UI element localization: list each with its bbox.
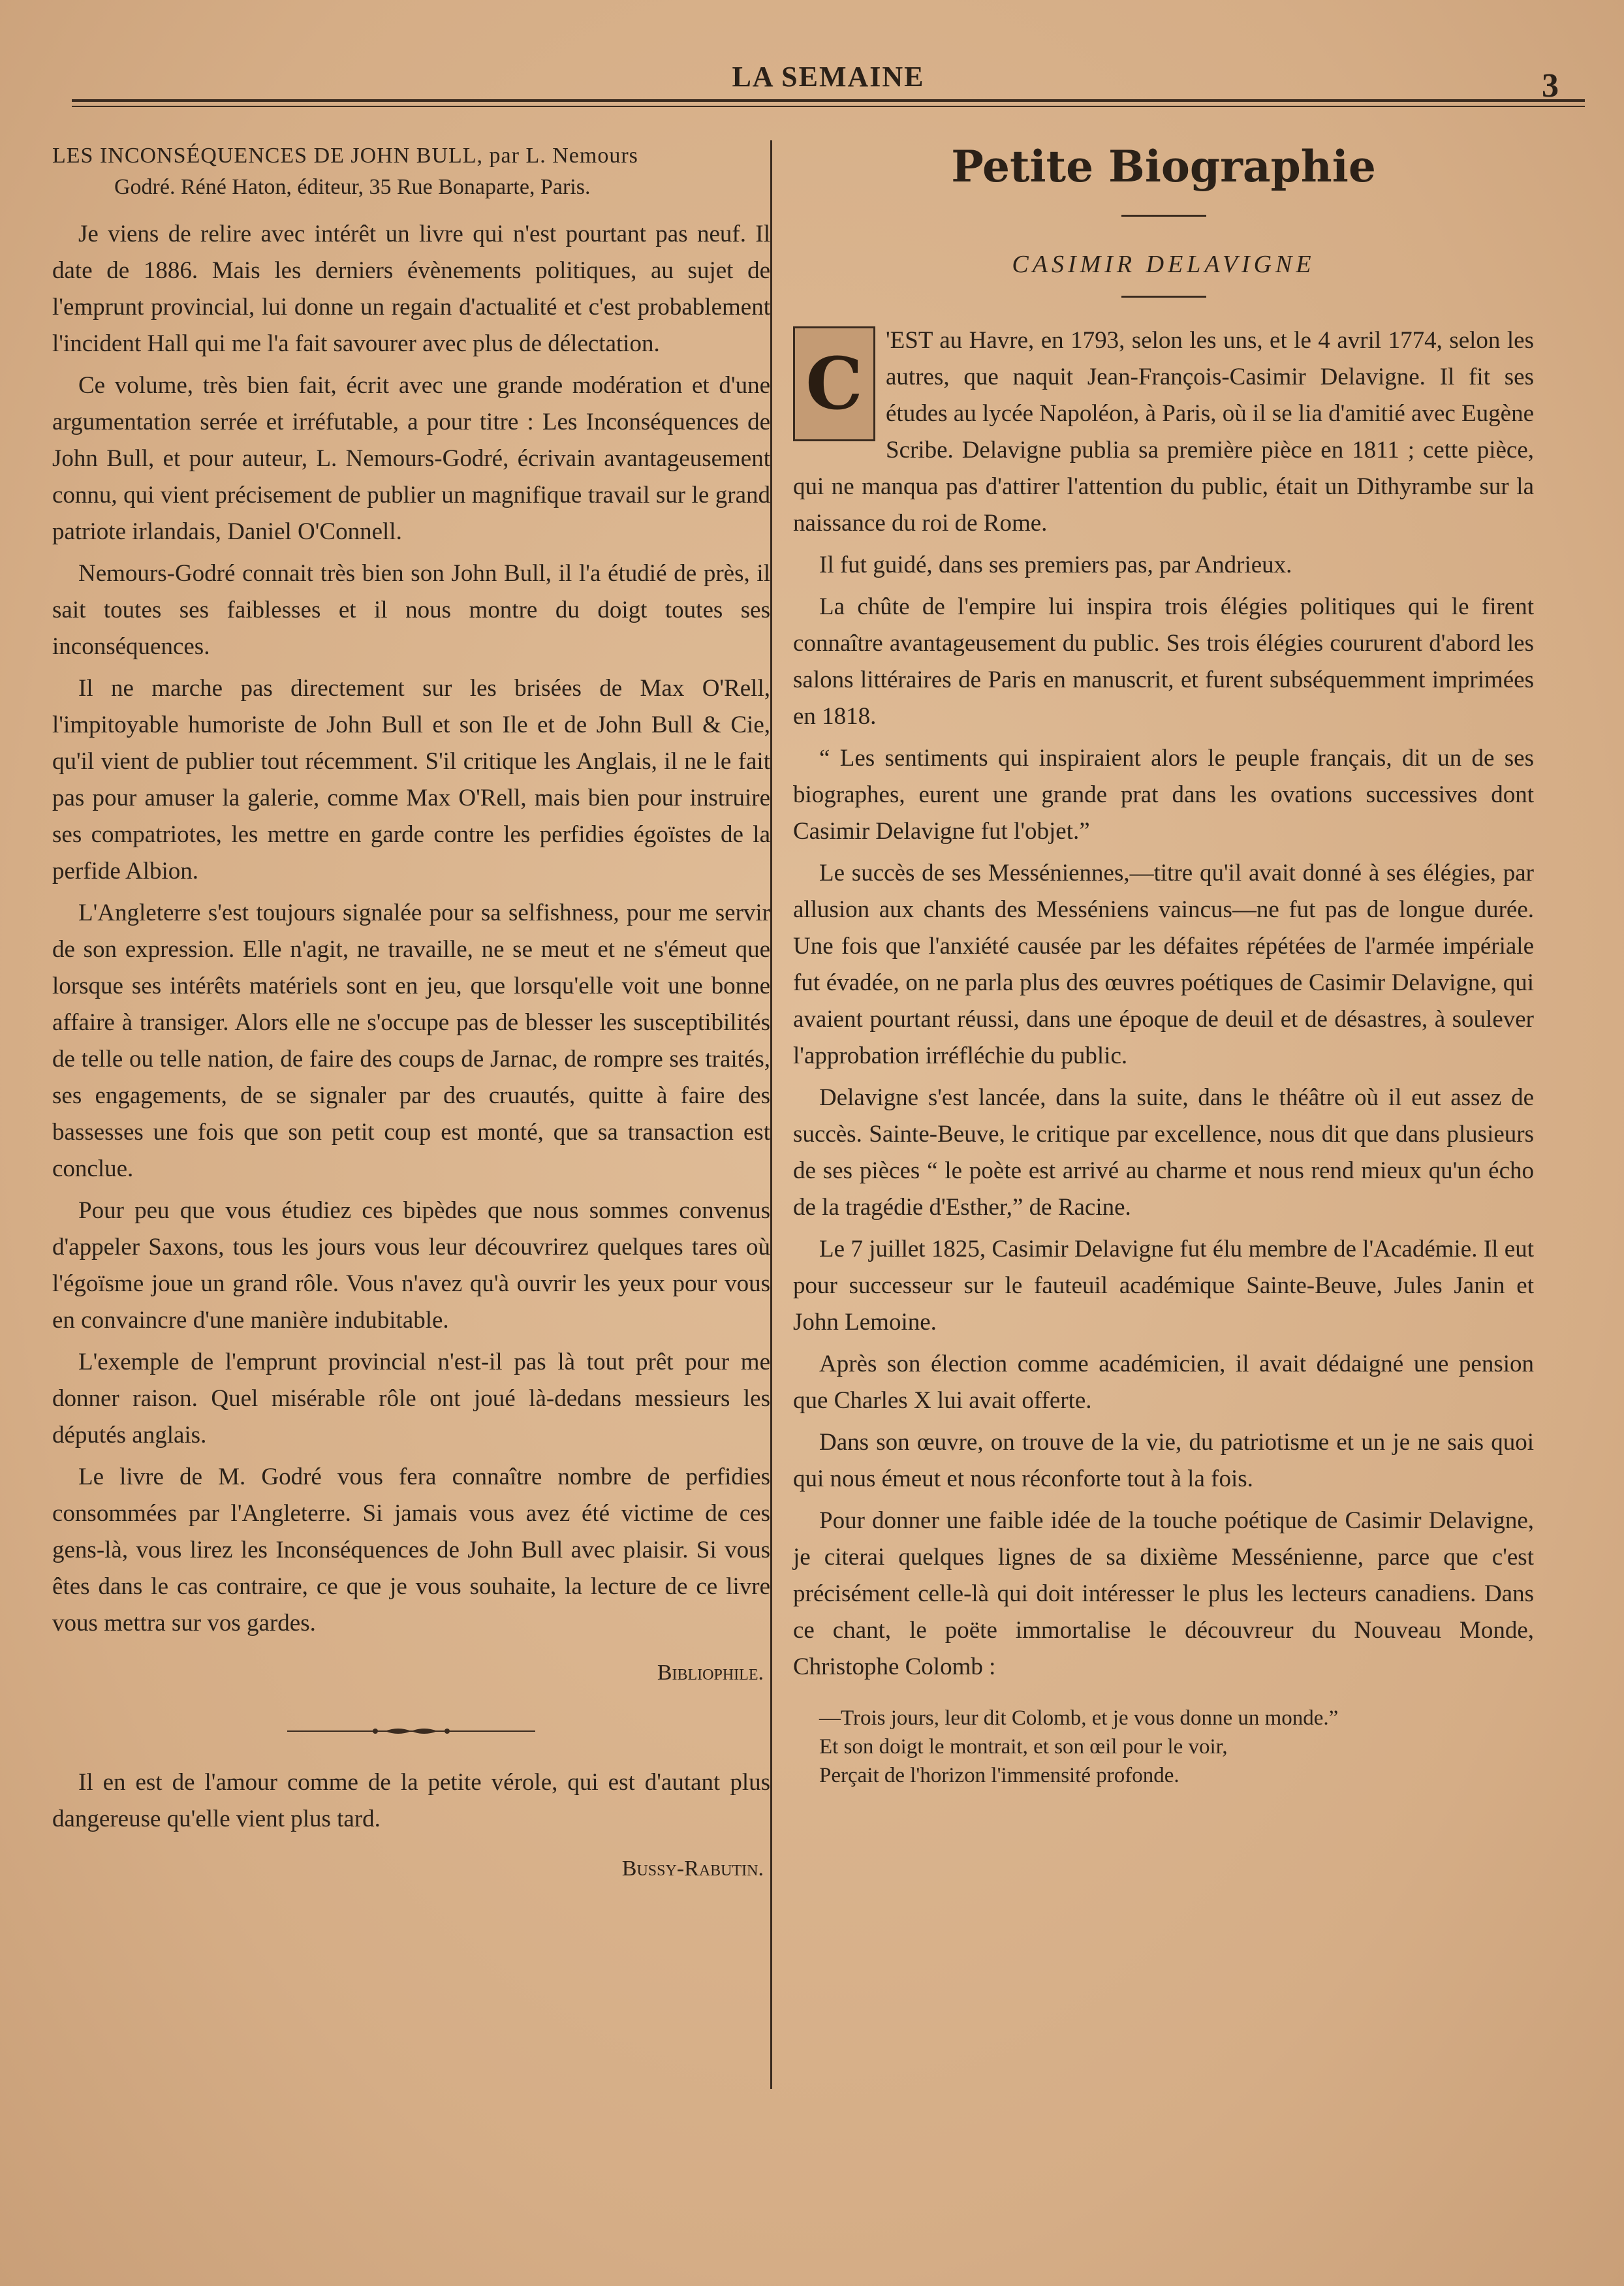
ornament-icon [287,1726,535,1736]
page-number: 3 [1542,67,1559,104]
review-paragraph-8: Le livre de M. Godré vous fera connaître nombre de perfidies consommées par l'Angleterre. Si jamais vous avez été victime de ces gens-là, vous lirez les Inconséquences de John Bull avec plaisir. Si vous êtes dans le cas contraire, ce que je vous souhaite, la lecture de ce livre vous mettra sur vos gardes. [52,1464,770,1636]
review-paragraph-4: Il ne marche pas directement sur les brisées de Max O'Rell, l'impitoyable humoriste de John Bull et son Ile et de John Bull & Cie, qu'il vient de publier tout récemment. S'il critique les Anglais, il ne le fait pas pour amuser la galerie, comme Max O'Rell, mais bien pour instruire ses compatriotes, les mettre en garde contre les perfidies égoïstes de la perfide Albion. [52,675,770,885]
biography-paragraph-1: 'EST au Havre, en 1793, selon les uns, et le 4 avril 1774, selon les autres, que naquit Jean-François-Casimir Delavigne. Il fit ses études au lycée Napoléon, à Paris, où il se lia d'amitié avec Eugène Scribe. Delavigne publia sa première pièce en 1811 ; cette pièce, qui ne manqua pas d'attirer l'attention du public, était un Dithyrambe sur la naissance du roi de Rome. [793,327,1534,537]
quote-author: Bussy-Rabutin. [621,1856,764,1881]
biography-paragraph-2: Il fut guidé, dans ses premiers pas, par Andrieux. [819,552,1292,578]
biography-paragraph-7: Le 7 juillet 1825, Casimir Delavigne fut élu membre de l'Académie. Il eut pour successeur sur le fauteuil académique Sainte-Beuve, Jules Janin et John Lemoine. [793,1236,1534,1336]
review-paragraph-5: L'Angleterre s'est toujours signalée pour sa selfishness, pour me servir de son expression. Elle n'agit, ne travaille, ne se meut et ne s'émeut que lorsque ses intérêts matériels sont en jeu, que lorsqu'elle voit une bonne affaire à transiger. Alors elle ne s'occupe pas de blesser les susceptibilités de telle ou telle nation, de faire des coups de Jarnac, de rompre ses traités, ses engagements, de se signaler par des cruautés, quitte à faire des bassesses une fois que son petit coup est monté, que sa transaction est conclue. [52,900,770,1182]
masthead-rule-thick [72,99,1585,102]
review-paragraph-6: Pour peu que vous étudiez ces bipèdes que nous sommes convenus d'appeler Saxons, tous les jours vous leur découvrirez quelques tares où l'égoïsme joue un grand rôle. Vous n'avez qu'à ouvrir les yeux pour vous en convaincre d'une manière indubitable. [52,1197,770,1334]
column-divider [770,140,772,2089]
dropcap-letter: C [793,326,875,441]
biography-paragraph-3: La chûte de l'empire lui inspira trois élégies politiques qui le firent connaître avantageusement du public. Ses trois élégies coururent d'abord les salons littéraires de Paris en manuscrit, et furent subséquemment imprimées en 1818. [793,593,1534,730]
review-paragraph-1: Je viens de relire avec intérêt un livre qui n'est pourtant pas neuf. Il date de 1886. Mais les derniers évènements politiques, au sujet de l'emprunt provincial, lui donne un regain d'actualité et c'est probablement l'incident Hall qui me l'a fait savourer avec plus de délectation. [52,221,770,357]
biography-paragraph-6: Delavigne s'est lancée, dans la suite, dans le théâtre où il eut assez de succès. Sainte-Beuve, le critique par excellence, nous dit que dans plusieurs de ses pièces “ le poète est arrivé au charme et nous rend mieux qu'un écho de la tragédie d'Esther,” de Racine. [793,1084,1534,1221]
masthead-rule-thin [72,106,1585,107]
biography-paragraph-9: Dans son œuvre, on trouve de la vie, du patriotisme et un je ne sais quoi qui nous émeut et nous réconforte tout à la fois. [793,1429,1534,1492]
verse-line-2: Et son doigt le montrait, et son œil pour le voir, [819,1735,1228,1759]
left-column [52,140,770,1907]
biography-paragraph-10: Pour donner une faible idée de la touche poétique de Casimir Delavigne, je citerai quelques lignes de sa dixième Messénienne, parce que c'est précisément celle-là qui doit intéresser le plus les lecteurs canadiens. Dans ce chant, le poëte immortalise le découvreur du Nouveau Monde, Christophe Colomb : [793,1507,1534,1680]
biography-title: Petite Biographie [951,141,1376,192]
biography-subtitle: CASIMIR DELAVIGNE [1012,251,1315,278]
subtitle-rule [1121,296,1206,298]
biography-paragraph-5: Le succès de ses Messéniennes,—titre qu'il avait donné à ses élégies, par allusion aux chants des Messéniens vaincus—ne fut pas de longue durée. Une fois que l'anxiété causée par les défaites répétées de l'armée impériale fut évadée, on ne parla plus des œuvres poétiques de Casimir Delavigne, qui avaient pourtant réussi, dans une époque de deuil et de désastres, à soulever l'approbation irréfléchie du public. [793,860,1534,1069]
verse-line-3: Perçait de l'horizon l'immensité profonde. [819,1764,1179,1787]
review-heading-line2: Godré. Réné Haton, éditeur, 35 Rue Bonaparte, Paris. [114,175,591,199]
review-heading [52,140,770,203]
verse-line-1: —Trois jours, leur dit Colomb, et je vous donne un monde.” [819,1706,1339,1730]
review-paragraph-2: Ce volume, très bien fait, écrit avec une grande modération et d'une argumentation serrée et irréfutable, a pour titre : Les Inconséquences de John Bull, et pour auteur, L. Nemours-Godré, écrivain avantageusement connu, qui vient précisement de publier un magnifique travail sur le grand patriote irlandais, Daniel O'Connell. [52,372,770,545]
masthead [72,60,1585,104]
ornament-divider [52,1711,770,1747]
biography-paragraph-4: “ Les sentiments qui inspiraient alors le peuple français, dit un de ses biographes, eurent une grande prat dans les ovations successives dont Casimir Delavigne fut l'objet.” [793,745,1534,845]
right-column [793,134,1534,1790]
title-rule [1121,215,1206,217]
review-signature: Bibliophile. [657,1661,764,1685]
review-paragraph-3: Nemours-Godré connait très bien son John Bull, il l'a étudié de près, il sait toutes ses faiblesses et il nous montre du doigt toutes ses inconséquences. [52,560,770,660]
first-paragraph-block [793,322,1534,542]
biography-paragraph-8: Après son élection comme académicien, il avait dédaigné une pension que Charles X lui avait offerte. [793,1351,1534,1414]
review-paragraph-7: L'exemple de l'emprunt provincial n'est-il pas là tout prêt pour me donner raison. Quel misérable rôle ont joué là-dedans messieurs les députés anglais. [52,1349,770,1448]
newspaper-title: LA SEMAINE [732,61,925,93]
quote-text: Il en est de l'amour comme de la petite vérole, qui est d'autant plus dangereuse qu'elle vient plus tard. [52,1769,770,1832]
review-heading-line1: LES INCONSÉQUENCES DE JOHN BULL, par L. Nemours [52,144,638,168]
verse-block [819,1704,1534,1790]
